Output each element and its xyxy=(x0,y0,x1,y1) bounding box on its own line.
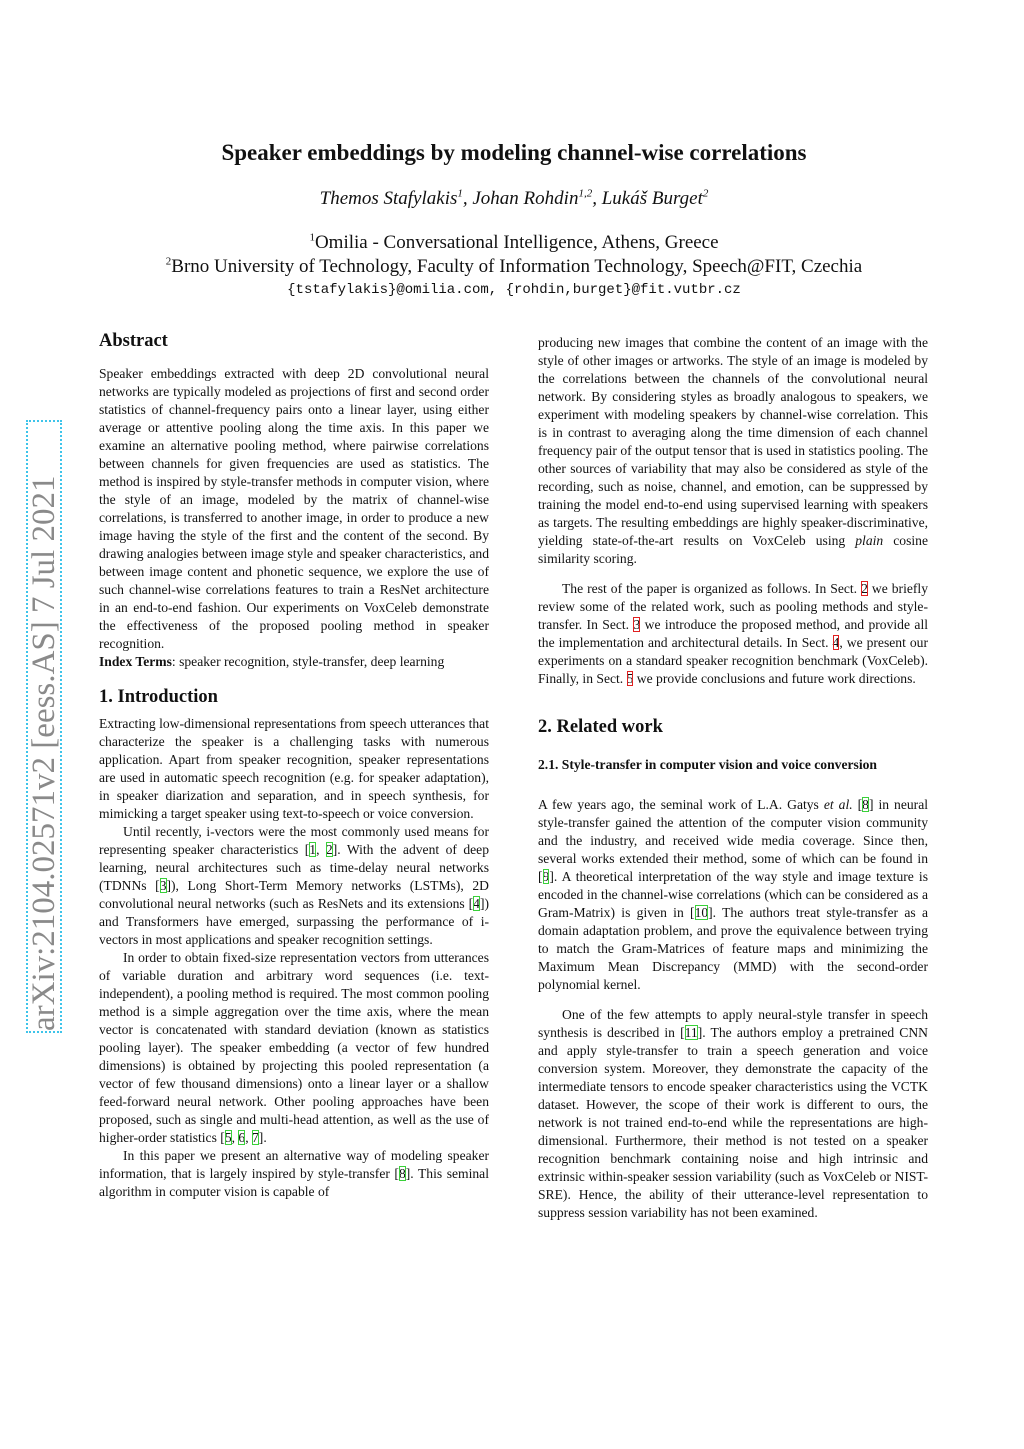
author-name: Lukáš Burget xyxy=(601,188,703,209)
text-span: , xyxy=(245,1130,252,1145)
author-list: Themos Stafylakis$^1$, Johan Rohdin$^{1,2}$, Lukáš Burget$^2$ xyxy=(319,187,709,209)
text-span: ]. xyxy=(258,1130,267,1145)
related-work-paragraph-1 xyxy=(538,796,928,994)
citation-link[interactable]: 4 xyxy=(473,896,480,911)
left-column xyxy=(99,332,489,1201)
text-span: One of the few attempts to apply neural-style transfer in speech synthesis is described in [ xyxy=(538,1007,928,1040)
text-span: A few years ago, the seminal work of L.A. Gatys xyxy=(538,797,824,812)
section-heading-introduction: 1. Introduction xyxy=(99,687,218,707)
text-span: ]. This seminal algorithm in computer vision is capable of xyxy=(99,1166,489,1199)
section-link[interactable]: 4 xyxy=(832,635,840,650)
author-affil-mark: 1,2 xyxy=(578,187,593,200)
affiliation-text: Omilia - Conversational Intelligence, Athens, Greece xyxy=(314,232,719,253)
right-column xyxy=(538,334,928,1222)
citation-link[interactable]: 8 xyxy=(862,797,869,812)
citation-link[interactable]: 1 xyxy=(309,842,317,857)
index-terms-label: Index Terms xyxy=(99,654,172,669)
affiliation-mark: 2 xyxy=(165,255,172,268)
intro-paragraph-2 xyxy=(99,823,489,949)
text-span: ]) and Transformers have emerged, surpassing the performance of i-vectors in most applications and speaker recognition settings. xyxy=(99,896,489,947)
intro-paragraph-4 xyxy=(99,1147,489,1201)
index-terms xyxy=(99,653,489,671)
citation-link[interactable]: 6 xyxy=(238,1130,246,1145)
section-link[interactable]: 5 xyxy=(626,671,634,686)
emphasis: et al. xyxy=(823,797,853,812)
citation-link[interactable]: 9 xyxy=(542,869,550,884)
text-span: [ xyxy=(852,797,863,812)
abstract-text: Speaker embeddings extracted with deep 2D convolutional neural networks are typically modeled as projections of first and second order statistics of channel-frequency pairs onto a linear layer, using either average or attentive pooling along the time axis. In this paper we examine an alternative pooling method, where pairwise correlations between channels for given frequencies are used as statistics. The method is inspired by style-transfer methods in computer vision, where the style of an image, modeled by the matrix of channel-wise correlations, is transferred to another image, in order to produce a new image having the style of the first and the content of the second. By drawing analogies between image style and speaker characteristics, and between image content and phonetic sequence, we explore the use of such channel-wise correlations features to train a ResNet architecture in an end-to-end fashion. Our experiments on VoxCeleb demonstrate the effectiveness of the proposed pooling method in speaker recognition. xyxy=(99,366,489,651)
author-name: Themos Stafylakis xyxy=(319,188,458,209)
section-heading-related-work: 2. Related work xyxy=(538,717,663,737)
text-span: , we present our experiments on a standard speaker recognition benchmark (VoxCeleb). Finally, in Sect. xyxy=(538,635,928,686)
text-span: ]. A theoretical interpretation of the way style and image texture is encoded in the channel-wise correlations (which can be considered as a Gram-Matrix) is given in [ xyxy=(538,869,928,920)
index-terms-text: : speaker recognition, style-transfer, deep learning xyxy=(171,654,445,669)
author-affil-mark: 1 xyxy=(457,187,463,200)
citation-link[interactable]: 8 xyxy=(398,1166,406,1181)
citation-link[interactable]: 7 xyxy=(252,1130,259,1145)
intro-paragraph-3 xyxy=(99,949,489,1147)
text-span: ] in neural style-transfer gained the attention of the computer vision community and the industry, and received wide media coverage. Since then, several works extended their method, some of which can be found in [ xyxy=(538,797,928,884)
author-emails: {tstafylakis}@omilia.com, {rohdin,burget}@fit.vutbr.cz xyxy=(287,282,741,298)
affiliation xyxy=(100,256,928,278)
abstract-heading: Abstract xyxy=(99,331,168,351)
paper-title: Speaker embeddings by modeling channel-wise correlations xyxy=(221,140,807,165)
related-work-paragraph-2 xyxy=(538,1006,928,1222)
text-span: ]. The authors treat style-transfer as a domain adaptation problem, and prove the equivalence between trying to match the Gram-Matrices of feature maps and minimizing the Maximum Mean Discrepancy (MMD) with the second-order polynomial kernel. xyxy=(538,905,928,992)
arxiv-identifier[interactable]: arXiv:2104.02571v2 [eess.AS] 7 Jul 2021 xyxy=(26,475,62,1031)
emphasis: plain xyxy=(855,533,884,548)
text-span: we briefly review some of the related work, such as pooling methods and style-transfer. In Sect. xyxy=(538,581,928,632)
arxiv-stamp xyxy=(26,420,66,1035)
text-span: In this paper we present an alternative way of modeling speaker information, that is largely inspired by style-transfer [ xyxy=(99,1148,489,1181)
citation-link[interactable]: 10 xyxy=(694,905,709,920)
section-link[interactable]: 3 xyxy=(633,617,641,632)
citation-link[interactable]: 2 xyxy=(325,842,333,857)
author-name: Johan Rohdin xyxy=(472,188,579,209)
text-span: , xyxy=(231,1130,239,1145)
author-affil-mark: 2 xyxy=(702,187,709,200)
affiliation-text: Brno University of Technology, Faculty of Information Technology, Speech@FIT, Czechia xyxy=(171,256,863,277)
affiliation-mark: 1 xyxy=(309,231,315,244)
citation-link[interactable]: 11 xyxy=(684,1025,698,1040)
text-span: ]), Long Short-Term Memory networks (LSTMs), 2D convolutional neural networks (such as ResNets and its extensions [ xyxy=(99,878,489,911)
text-span: we provide conclusions and future work directions. xyxy=(633,671,916,686)
subsection-heading: 2.1. Style-transfer in computer vision and voice conversion xyxy=(538,757,877,772)
affiliation xyxy=(100,232,928,254)
text-span: , xyxy=(316,842,326,857)
text-span: we introduce the proposed method, and provide all the implementation and architectural details. In Sect. xyxy=(538,617,928,650)
citation-link[interactable]: 5 xyxy=(224,1130,232,1145)
intro-paragraph-1: Extracting low-dimensional representations from speech utterances that characterize the speaker is a challenging tasks with numerous application. Apart from speaker recognition, speaker representations are used in automatic speech recognition (e.g. for speaker adaptation), in speaker diarization and separation, and in speech synthesis, for mimicking a target speaker using text-to-speech or voice conversion. xyxy=(99,716,489,821)
text-span: Until recently, i-vectors were the most commonly used means for representing speaker characteristics [ xyxy=(99,824,489,857)
text-span: ]. With the advent of deep learning, neural architectures such as time-delay neural networks (TDNNs [ xyxy=(99,842,490,893)
text-span: cosine similarity scoring. xyxy=(538,533,928,566)
text-span: producing new images that combine the content of an image with the style of other images or artworks. The style of an image is modeled by the correlations between the channels of the convolutional neural network. By considering styles as broadly analogous to speakers, we experiment with modeling speakers by channel-wise correlation. This is in contrast to averaging along the time dimension of each channel frequency pair of the output tensor that is used in statistics pooling. The other sources of variability that may also be considered as style of the recording, such as noise, channel, and emotion, can be suppressed by training the model end-to-end using supervised learning with speakers as targets. The resulting embeddings are highly speaker-discriminative, yielding state-of-the-art results on VoxCeleb using xyxy=(538,335,928,548)
citation-link[interactable]: 3 xyxy=(159,878,167,893)
text-span: ]. The authors employ a pretrained CNN and apply style-transfer to train a speech generation and voice conversion system. Moreover, they demonstrate the capacity of the intermediate tensors to encode speaker characteristics using the VCTK dataset. However, the scope of their work is different to ours, the network is not trained end-to-end while the representations are high-dimensional. Furthermore, their method is not tested on a speaker recognition benchmark containing noise and high intrinsic and extrinsic within-speaker session variability (such as VoxCeleb or NIST-SRE). Hence, the ability of their utterance-level representation to suppress session variability has not been examined. xyxy=(538,1025,928,1220)
intro-continued-paragraph xyxy=(538,334,928,568)
paper-organization-paragraph xyxy=(538,580,928,688)
text-span: The rest of the paper is organized as follows. In Sect. xyxy=(562,581,862,596)
text-span: In order to obtain fixed-size representation vectors from utterances of variable duration and arbitrary word sequences (i.e. text-independent), a pooling method is required. The most common pooling method is a simple aggregation over the time axis, where the mean vector is concatenated with standard deviation (known as statistics pooling layer). The speaker embedding (a vector of few hundred dimensions) is obtained by projecting this pooled representation (a vector of few thousand dimensions) onto a linear layer or a shallow feed-forward neural network. Other pooling approaches have been proposed, such as single and multi-head attention, as well as the use of higher-order statistics [ xyxy=(99,950,489,1145)
section-link[interactable]: 2 xyxy=(861,581,868,596)
